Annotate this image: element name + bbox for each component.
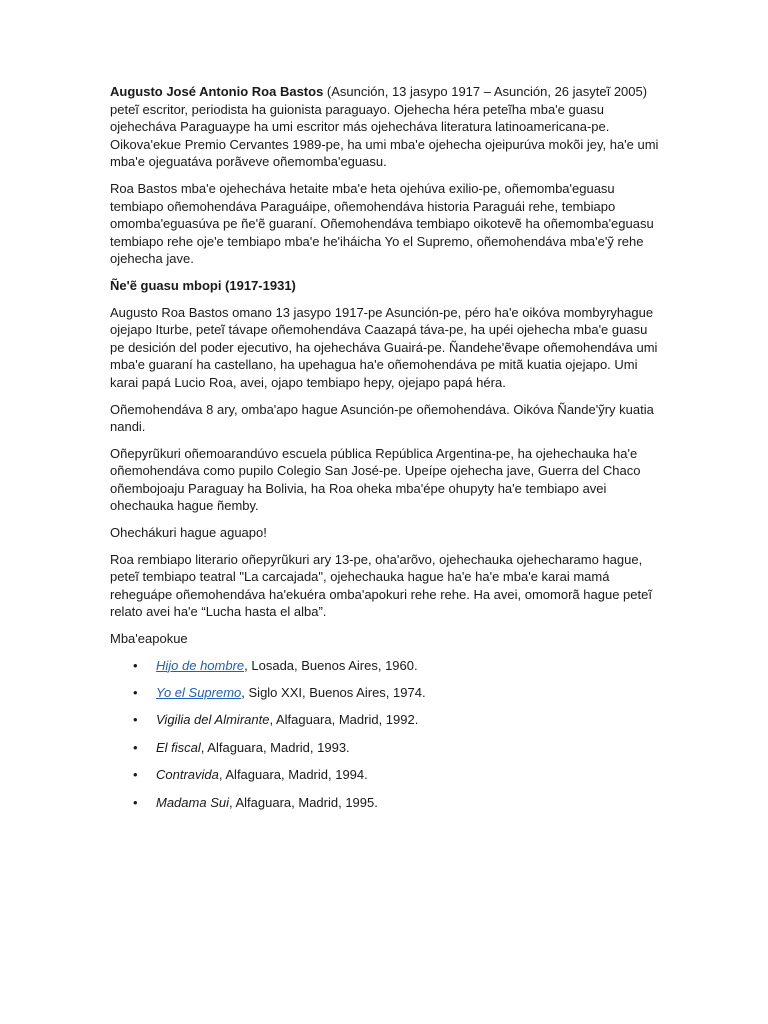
bullet-icon: • xyxy=(133,739,138,755)
work-details: , Alfaguara, Madrid, 1993. xyxy=(200,739,350,755)
list-item xyxy=(110,684,660,702)
subject-name: Augusto José Antonio Roa Bastos xyxy=(110,84,324,99)
bullet-icon: • xyxy=(133,657,138,673)
works-list xyxy=(110,657,660,812)
intro-text: (Asunción, 13 jasypo 1917 – Asunción, 26 jasyteĩ 2005) peteĩ escritor, periodista ha guionista paraguayo. Ojehecha héra peteĩha mba'e guasu ojehecháva Paraguaype ha umi escritor más ojehecháva literatura latinoamericana-pe. Oikova'ekue Premio Cervantes 1989-pe, ha umi mba'e ojehecha ojeipurúva mokõi jey, ha'e umi mba'e ojeguatáva porãveve oñemomba'eguasu. xyxy=(110,84,659,170)
paragraph-exile: Roa Bastos mba'e ojehecháva hetaite mba'e heta ojehúva exilio-pe, oñemomba'eguasu tembiapo oñemohendáva Paraguáipe, oñemohendáva historia Paraguái rehe, tembiapo omomba'eguasúva pe ñe'ẽ guaraní. Oñemohendáva tembiapo oikotevẽ ha oñemomba'eguasu tembiapo rehe oje'e tembiapo mba'e he'iháicha Yo el Supremo, oñemohendáva mba'e'ỹ rehe ojehecha jave. xyxy=(110,180,654,267)
bullet-icon: • xyxy=(133,794,138,810)
paragraph-literary-start: Roa rembiapo literario oñepyrũkuri ary 13-pe, oha'arõvo, ojehechauka ojehecharamo hague, peteĩ tembiapo teatral "La carcajada", ojehechauka hague ha'e ha'e mba'e karai mamá reheguápe oñemohendáva ha'ekuéra omba'apokuri rehe rehe. Ha avei, omomorã hague peteĩ relato avei ha'e “Lucha hasta el alba”. xyxy=(110,551,652,620)
list-item xyxy=(110,794,660,812)
work-link-hijo-de-hombre[interactable]: Hijo de hombre xyxy=(156,657,245,673)
work-title: Vigilia del Almirante xyxy=(156,712,270,728)
work-details: , Alfaguara, Madrid, 1992. xyxy=(269,712,419,728)
work-title: Madama Sui xyxy=(156,794,229,810)
work-details: , Alfaguara, Madrid, 1995. xyxy=(228,794,378,810)
paragraph-schooling: Oñepyrũkuri oñemoarandúvo escuela pública República Argentina-pe, ha ojehechauka ha'e oñemohendáva como pupilo Colegio San José-pe. Upeípe ojehecha jave, Guerra del Chaco oñembojoaju Paraguay ha Bolivia, ha Roa oheka mba'épe ohupyty ha'e tembiapo avei ohechauka hague ñemby. xyxy=(110,445,641,514)
list-item xyxy=(110,766,660,784)
paragraph-exclamation: Ohechákuri hague aguapo! xyxy=(110,525,267,541)
work-link-yo-el-supremo[interactable]: Yo el Supremo xyxy=(156,685,242,701)
paragraph-birth: Augusto Roa Bastos omano 13 jasypo 1917-pe Asunción-pe, péro ha'e oikóva mombyryhague ojejapo Iturbe, peteĩ távape oñemohendáva Caazapá táva-pe, ha upéi ojehecha mba'e guasu pe desición del poder ejecutivo, ha ojehecháva Guairá-pe. Ñandehe'ẽvape oñemohendáva umi mba'e guaraní ha castellano, ha upehagua ha'e oñemohendáva pe mitã kuatia ojejapo. Umi karai papá Lucio Roa, avei, ojapo tembiapo hepy, ojejapo papá héra. xyxy=(110,304,658,390)
work-title: El fiscal xyxy=(156,739,201,755)
bullet-icon: • xyxy=(133,767,138,783)
bullet-icon: • xyxy=(133,685,138,701)
list-item xyxy=(110,711,660,729)
document-body xyxy=(110,83,660,821)
list-item xyxy=(110,657,660,675)
list-item xyxy=(110,739,660,757)
intro-paragraph xyxy=(110,83,660,171)
work-details: , Alfaguara, Madrid, 1994. xyxy=(218,767,368,783)
work-details: , Losada, Buenos Aires, 1960. xyxy=(244,657,418,673)
work-details: , Siglo XXI, Buenos Aires, 1974. xyxy=(241,685,426,701)
work-title: Contravida xyxy=(156,767,219,783)
section-heading-early-years: Ñe'ẽ guasu mbopi (1917-1931) xyxy=(110,277,296,293)
paragraph-childhood: Oñemohendáva 8 ary, omba'apo hague Asunción-pe oñemohendáva. Oikóva Ñande'ỹry kuatia nandi. xyxy=(110,401,654,435)
bullet-icon: • xyxy=(133,712,138,728)
works-heading: Mba'eapokue xyxy=(110,631,188,647)
